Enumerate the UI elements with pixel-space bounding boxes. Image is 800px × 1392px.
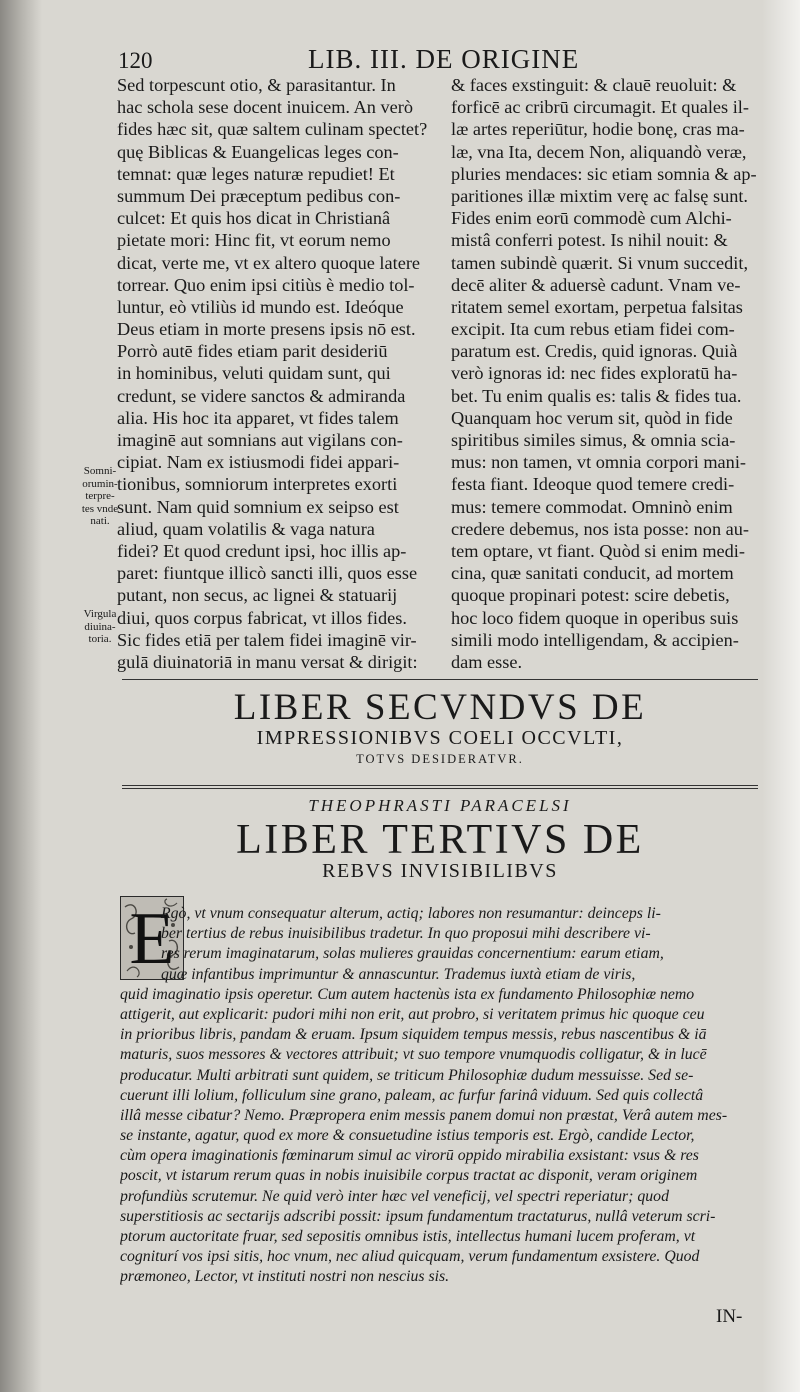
text-line: læ artes reperiūtur, hodie bonę, cras ma- [451,119,745,140]
text-line: imaginē aut somnians aut vigilans con- [117,430,403,450]
margin-note-line: terpre- [85,490,115,502]
text-line: Porrò autē fides etiam parit desideriū [117,341,388,362]
text-line: quæ infantibus imprimuntur & annascuntur. Trademus iuxtà etiam de viris, [161,965,636,983]
right-text-column [451,74,773,673]
text-line: superstitiosis ac sectarijs adscribi possit: ipsum fundamentum tractaturus, nullâ veterum scri- [120,1207,716,1225]
text-line: cina, quæ sanitati conducit, ad mortem [451,563,734,584]
text-line: mus: non tamen, vt omnia corpori mani- [451,452,746,473]
margin-note-line: orumin- [82,477,118,490]
section-rule [122,788,758,789]
text-line: culcet: Et quis hos dicat in Christianâ [117,208,391,229]
text-line: temnat: quæ leges naturæ repudiet! Et [117,163,395,184]
text-line: poscit, vt istarum rerum quas in nobis inuisibile corpus tractat ac disponit, veram originem [120,1167,698,1185]
text-line: Sic fides etiā per talem fidei imaginē vir- [117,629,417,650]
text-line: alia. His hoc ita apparet, vt fides talem [117,407,399,428]
text-line: cuerunt illi lolium, folliculum sine grano, paleam, ac furfur farinâ viduum. Sed quis collectâ [120,1086,704,1104]
text-line: Fides enim eorū commodè cum Alchi- [451,208,732,229]
text-line: cogniturí vos ipsi sitis, hoc vnum, nec aliud quicquam, verum fundamentum exsistere. Quod [120,1248,700,1266]
text-line: in prioribus libris, pandam & eruam. Ipsum siquidem tempus messis, rebus nascentibus & iā [120,1026,707,1044]
text-line: tamen subindè quærit. Si vnum succedit, [451,252,749,273]
text-line: res rerum imaginatarum, solas mulieres grauidas concernentium: earum etiam, [161,945,664,963]
text-line: dam esse. [451,651,523,672]
text-line: bet. Tu enim qualis es: talis & fides tua. [451,385,742,406]
text-line: aliud, quam volatilis & vaga natura [117,518,375,539]
text-line: profundiùs scrutemur. Ne quid verò inter hæc vel veneficij, vel spectri reperiatur; quod [120,1187,669,1205]
text-line: mistâ conferri potest. Is nihil nouit: & [451,230,728,251]
text-line: excipit. Ita cum rebus etiam fidei com- [451,319,735,340]
text-line: tem optare, vt fiant. Quòd si enim medi- [451,540,745,561]
text-line: se instante, agatur, quod ex more & consuetudine istius temporis est. Ergò, candide Lector, [120,1127,695,1145]
section-rule [122,785,758,786]
text-line: luntur, eò vtiliùs id mundo est. Ideóque [117,296,404,317]
drop-cap-letter: E [129,898,175,980]
text-line: præmoneo, Lector, vt instituti nostri non nescius sis. [120,1268,450,1286]
margin-note-dream-interpreters [80,465,120,528]
text-line: mus: temere commodat. Omninò enim [451,496,733,517]
text-line: verò ignoras id: nec fides exploratū ha- [451,363,738,384]
text-line: sunt. Nam quid somnium ex seipso est [117,496,399,517]
text-line: decē aliter & aduersè cadunt. Vnam ve- [451,274,741,295]
text-line: diui, quos corpus fabricat, vt illos fides. [117,607,407,628]
text-line: forficē ac cribrū circumagit. Et quales il- [451,97,749,118]
text-line: pluries mendaces: sic etiam somnia & ap- [451,163,757,184]
text-line: quoque propinari potest: scire debetis, [451,585,730,606]
text-line: simili modo intelligendam, & accipien- [451,629,739,650]
book-two-subtitle: IMPRESSIONIBVS COELI OCCVLTI, [256,727,624,749]
text-line: tionibus, somniorum interpretes exorti [117,474,398,495]
text-line: læ, vna Ita, decem Non, aliquandò veræ, [451,141,747,162]
text-line: in hominibus, veluti quidam sunt, qui [117,363,391,384]
text-line: festa fiant. Ideoque quod temere credi- [451,474,735,495]
text-line: summum Dei præceptum pedibus con- [117,185,401,206]
book-three-text [120,904,780,1288]
text-line: torrear. Quo enim ipsi citiùs è medio tol- [117,274,415,295]
text-line: dicat, verte me, vt ex altero quoque latere [117,252,421,273]
text-line: quę Biblicas & Euangelicas leges con- [117,141,399,162]
left-text-column [117,74,441,673]
text-line: cipiat. Nam ex istiusmodi fidei appari- [117,452,400,473]
text-line: pietate mori: Hinc fit, vt eorum nemo [117,230,391,251]
text-line: cùm opera imaginationis fœminarum simul ac virorū oppido mirabilia exsistant: vsus & res [120,1147,699,1165]
book-three-subtitle: REBVS INVISIBILIBVS [322,860,558,882]
page-number: 120 [118,48,153,73]
text-line: credunt, se videre sanctos & admiranda [117,385,406,406]
text-line: paratum est. Credis, quid ignoras. Quià [451,341,738,362]
catchword: IN- [716,1306,743,1327]
book-three-title: LIBER TERTIVS DE [236,817,644,863]
text-line: illâ messe cibatur? Nemo. Præpropera enim messis panem domui non præstat, Verâ autem mes- [120,1106,728,1124]
text-line: Sed torpescunt otio, & parasitantur. In [117,75,396,95]
text-line: Deus etiam in morte presens ipsis nō est. [117,319,416,340]
margin-note-line: Somni- [83,465,117,477]
text-line: & faces exstinguit: & clauē reuoluit: & [451,75,737,95]
text-line: gulā diuinatoriā in manu versat & dirigit: [117,651,418,672]
text-line: hoc loco fidem quoque in operibus suis [451,607,739,628]
text-line: hac schola sese docent inuicem. An verò [117,97,413,118]
text-line: paritiones illæ mixtim verę ac falsę sunt. [451,185,748,206]
margin-note-line: Virgula [83,608,117,620]
margin-note-line: tes vnde [81,502,119,515]
gutter-shadow [0,0,42,1392]
running-head: LIB. III. DE ORIGINE [308,44,580,74]
text-line: Quanquam hoc verum sit, quòd in fide [451,407,733,428]
text-line: ber tertius de rebus inuisibilibus tradetur. In quo proposui mihi describere vi- [161,925,651,943]
margin-note-line: diuina- [84,620,116,633]
text-line: Rgò, vt vnum consequatur alterum, actiq; labores non resumantur: deinceps li- [161,905,661,922]
text-line: attigerit, aut explicarit: pudori mihi non erit, aut probro, si veritatem primus hic quoque ceu [120,1005,705,1023]
text-line: fides hæc sit, quæ saltem culinam spectet? [117,119,428,140]
text-line: ritatem semel exortam, perpetua falsitas [451,296,743,317]
text-line: maturis, suos messores & vectores attribuit; vt suo tempore vnumquodis colligatur, & in lucē [120,1046,707,1064]
text-line: credere debemus, nos ista posse: non au- [451,518,749,539]
margin-note-line: toria. [88,633,112,645]
text-line: paret: fiuntque illicò sancti illi, quos esse [117,563,418,584]
author-line: THEOPHRASTI PARACELSI [308,796,572,815]
text-line: putant, non secus, ac lignei & statuarij [117,585,398,606]
margin-note-line: nati. [90,515,110,527]
section-rule [122,679,758,680]
book-two-status: TOTVS DESIDERATVR. [356,752,524,766]
text-line: producatur. Multi arbitrati sunt quidem, se triticum Philosophiæ dudum messuisse. Sed se- [120,1066,694,1084]
text-line: ptorum auctoritate fruar, sed sepositis omnibus istis, intellectus humani lucem proferam, vt [120,1228,696,1245]
text-line: fidei? Et quod credunt ipsi, hoc illis ap- [117,540,407,561]
text-line: quid imaginatio ipsis operetur. Cum autem hactenùs ista ex fundamento Philosophiæ nemo [120,985,695,1003]
book-two-title: LIBER SECVNDVS DE [233,687,647,728]
margin-note-divining-rod [80,608,120,646]
page-header [118,44,768,78]
text-line: spiritibus similes simus, & omnia scia- [451,430,736,450]
